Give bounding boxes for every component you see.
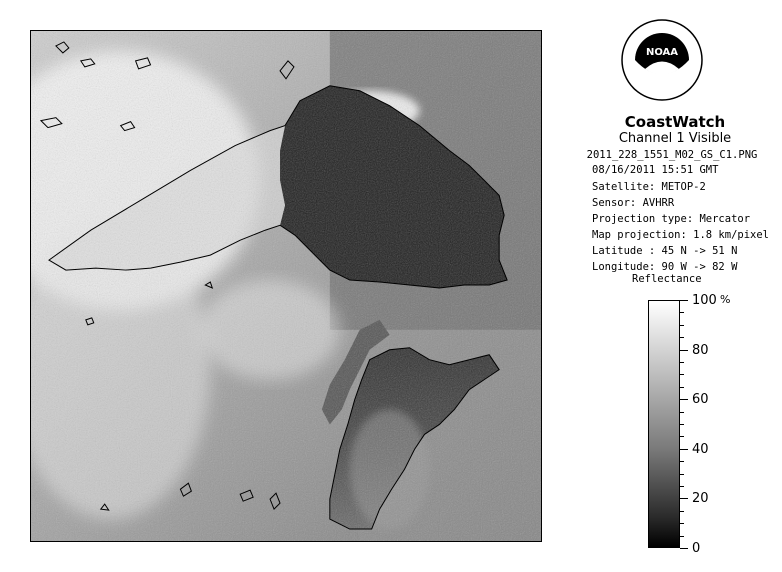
legend-major-tick [680, 399, 688, 400]
latitude-range: Latitude : 45 N -> 51 N [592, 245, 738, 257]
sensor-name: Sensor: AVHRR [592, 197, 675, 209]
legend-minor-tick [680, 337, 684, 338]
legend-minor-tick [680, 424, 684, 425]
legend-title: Reflectance [632, 273, 702, 285]
legend-minor-tick [680, 412, 684, 413]
legend-minor-tick [680, 387, 684, 388]
legend-major-tick [680, 449, 688, 450]
legend-minor-tick [680, 461, 684, 462]
legend-tick-label: 40 [692, 442, 709, 457]
legend-minor-tick [680, 523, 684, 524]
longitude-range: Longitude: 90 W -> 82 W [592, 261, 738, 273]
legend-minor-tick [680, 436, 684, 437]
product-title: CoastWatch [624, 113, 726, 131]
legend-major-tick [680, 498, 688, 499]
legend-major-tick [680, 548, 688, 549]
legend-minor-tick [680, 486, 684, 487]
legend-tick-label: 100 [692, 293, 717, 308]
legend-minor-tick [680, 312, 684, 313]
channel-subtitle: Channel 1 Visible [618, 131, 732, 146]
satellite-name: Satellite: METOP-2 [592, 181, 706, 193]
satellite-map [31, 31, 541, 541]
legend-minor-tick [680, 362, 684, 363]
map-projection-resolution: Map projection: 1.8 km/pixel [592, 229, 770, 241]
image-texture [31, 31, 541, 541]
legend-major-tick [680, 300, 688, 301]
reflectance-colorbar [648, 300, 680, 548]
noaa-logo [621, 19, 703, 101]
satellite-image [30, 30, 542, 542]
legend-major-tick [680, 350, 688, 351]
legend-tick-label: 60 [692, 392, 709, 407]
legend-minor-tick [680, 325, 684, 326]
legend-unit: % [720, 293, 731, 306]
legend-tick-label: 80 [692, 343, 709, 358]
legend-minor-tick [680, 536, 684, 537]
legend-minor-tick [680, 474, 684, 475]
acquisition-datetime: 08/16/2011 15:51 GMT [592, 164, 719, 176]
legend-tick-label: 20 [692, 491, 709, 506]
image-filename: 2011_228_1551_M02_GS_C1.PNG [586, 149, 758, 161]
legend-minor-tick [680, 374, 684, 375]
legend-minor-tick [680, 511, 684, 512]
logo-text: NOAA [645, 47, 679, 58]
legend-tick-label: 0 [692, 541, 701, 556]
projection-type: Projection type: Mercator [592, 213, 751, 225]
